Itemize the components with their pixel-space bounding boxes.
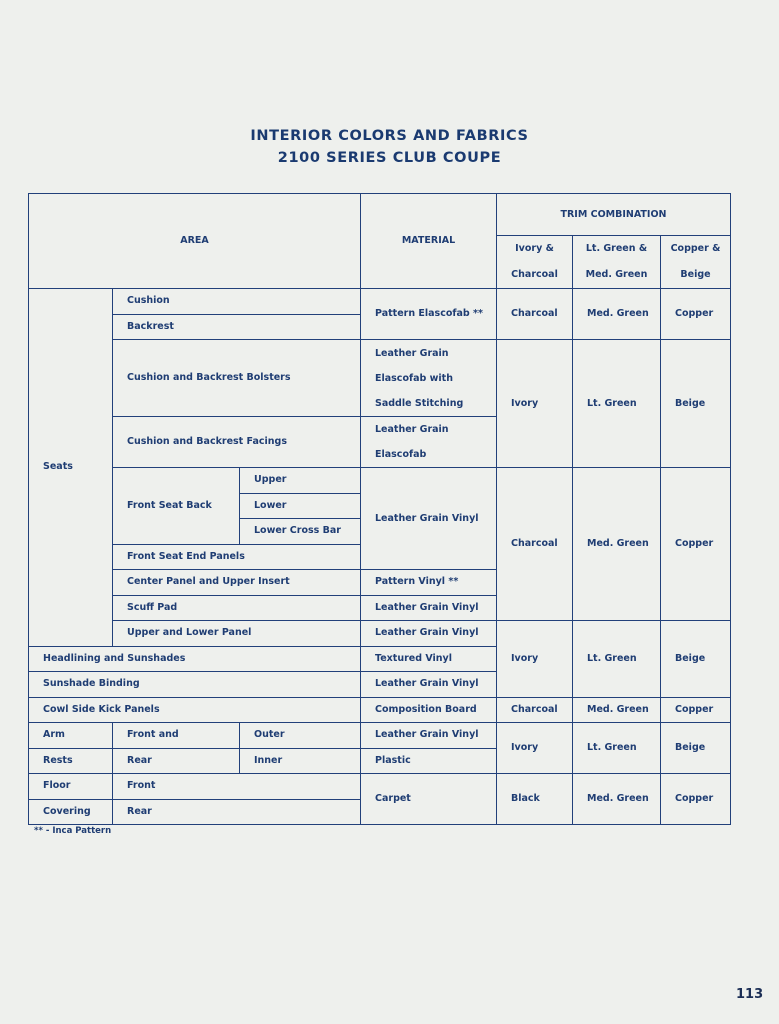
rests-cell: Rests [29,748,113,774]
headlining-cell: Headlining and Sunshades [29,646,361,672]
color-r5-c3: Copper [661,697,731,723]
combo-ivory-charcoal-header: Ivory & Charcoal [497,236,573,289]
covering-cell: Covering [29,799,113,825]
material-lg-elascofab-stitching: Leather Grain Elascofab with Saddle Stitching [361,340,497,417]
combo-green-header: Lt. Green & Med. Green [573,236,661,289]
color-r1-c1: Charcoal [497,289,573,340]
material-lg-vinyl-scuff: Leather Grain Vinyl [361,595,497,621]
material-composition-board: Composition Board [361,697,497,723]
colors-fabrics-table [28,193,731,825]
material-lg-vinyl-seat: Leather Grain Vinyl [361,468,497,570]
center-panel-cell: Center Panel and Upper Insert [113,570,361,596]
trim-combination-header: TRIM COMBINATION [497,194,731,236]
front-and-cell: Front and [113,723,240,749]
inner-cell: Inner [240,748,361,774]
color-r7-c1: Black [497,774,573,825]
floor-cell: Floor [29,774,113,800]
color-r4-c1: Ivory [497,621,573,698]
scuff-pad-cell: Scuff Pad [113,595,361,621]
color-r4-c2: Lt. Green [573,621,661,698]
color-r7-c2: Med. Green [573,774,661,825]
cowl-cell: Cowl Side Kick Panels [29,697,361,723]
page-subtitle: 2100 SERIES CLUB COUPE [277,150,502,166]
color-r3-c2: Med. Green [573,468,661,621]
material-lg-elascofab: Leather Grain Elascofab [361,417,497,468]
color-r6-c2: Lt. Green [573,723,661,774]
page-title: INTERIOR COLORS AND FABRICS [250,128,529,144]
cushion-cell: Cushion [113,289,361,315]
material-plastic: Plastic [361,748,497,774]
color-r5-c2: Med. Green [573,697,661,723]
lower-cross-bar-cell: Lower Cross Bar [240,519,361,545]
color-r3-c3: Copper [661,468,731,621]
upper-lower-panel-cell: Upper and Lower Panel [113,621,361,647]
page-number: 113 [736,987,764,1002]
material-pattern-vinyl: Pattern Vinyl ** [361,570,497,596]
bolsters-cell: Cushion and Backrest Bolsters [113,340,361,417]
material-header: MATERIAL [361,194,497,289]
floor-rear-cell: Rear [113,799,361,825]
area-header: AREA [29,194,361,289]
outer-cell: Outer [240,723,361,749]
color-r1-c2: Med. Green [573,289,661,340]
rear-cell: Rear [113,748,240,774]
footnote: ** - Inca Pattern [34,826,112,836]
material-carpet: Carpet [361,774,497,825]
material-textured-vinyl: Textured Vinyl [361,646,497,672]
color-r1-c3: Copper [661,289,731,340]
color-r6-c1: Ivory [497,723,573,774]
material-lg-vinyl-binding: Leather Grain Vinyl [361,672,497,698]
color-r6-c3: Beige [661,723,731,774]
color-r3-c1: Charcoal [497,468,573,621]
material-lg-vinyl-panel: Leather Grain Vinyl [361,621,497,647]
front-seat-back-cell: Front Seat Back [113,468,240,545]
lower-cell: Lower [240,493,361,519]
floor-front-cell: Front [113,774,361,800]
backrest-cell: Backrest [113,314,361,340]
facings-cell: Cushion and Backrest Facings [113,417,361,468]
seats-label: Seats [29,289,113,647]
end-panels-cell: Front Seat End Panels [113,544,361,570]
upper-cell: Upper [240,468,361,494]
color-r2-c1: Ivory [497,340,573,468]
color-r7-c3: Copper [661,774,731,825]
combo-copper-beige-header: Copper & Beige [661,236,731,289]
sunshade-binding-cell: Sunshade Binding [29,672,361,698]
arm-cell: Arm [29,723,113,749]
color-r5-c1: Charcoal [497,697,573,723]
color-r2-c2: Lt. Green [573,340,661,468]
color-r2-c3: Beige [661,340,731,468]
color-r4-c3: Beige [661,621,731,698]
material-lg-vinyl-arm: Leather Grain Vinyl [361,723,497,749]
material-pattern-elascofab: Pattern Elascofab ** [361,289,497,340]
